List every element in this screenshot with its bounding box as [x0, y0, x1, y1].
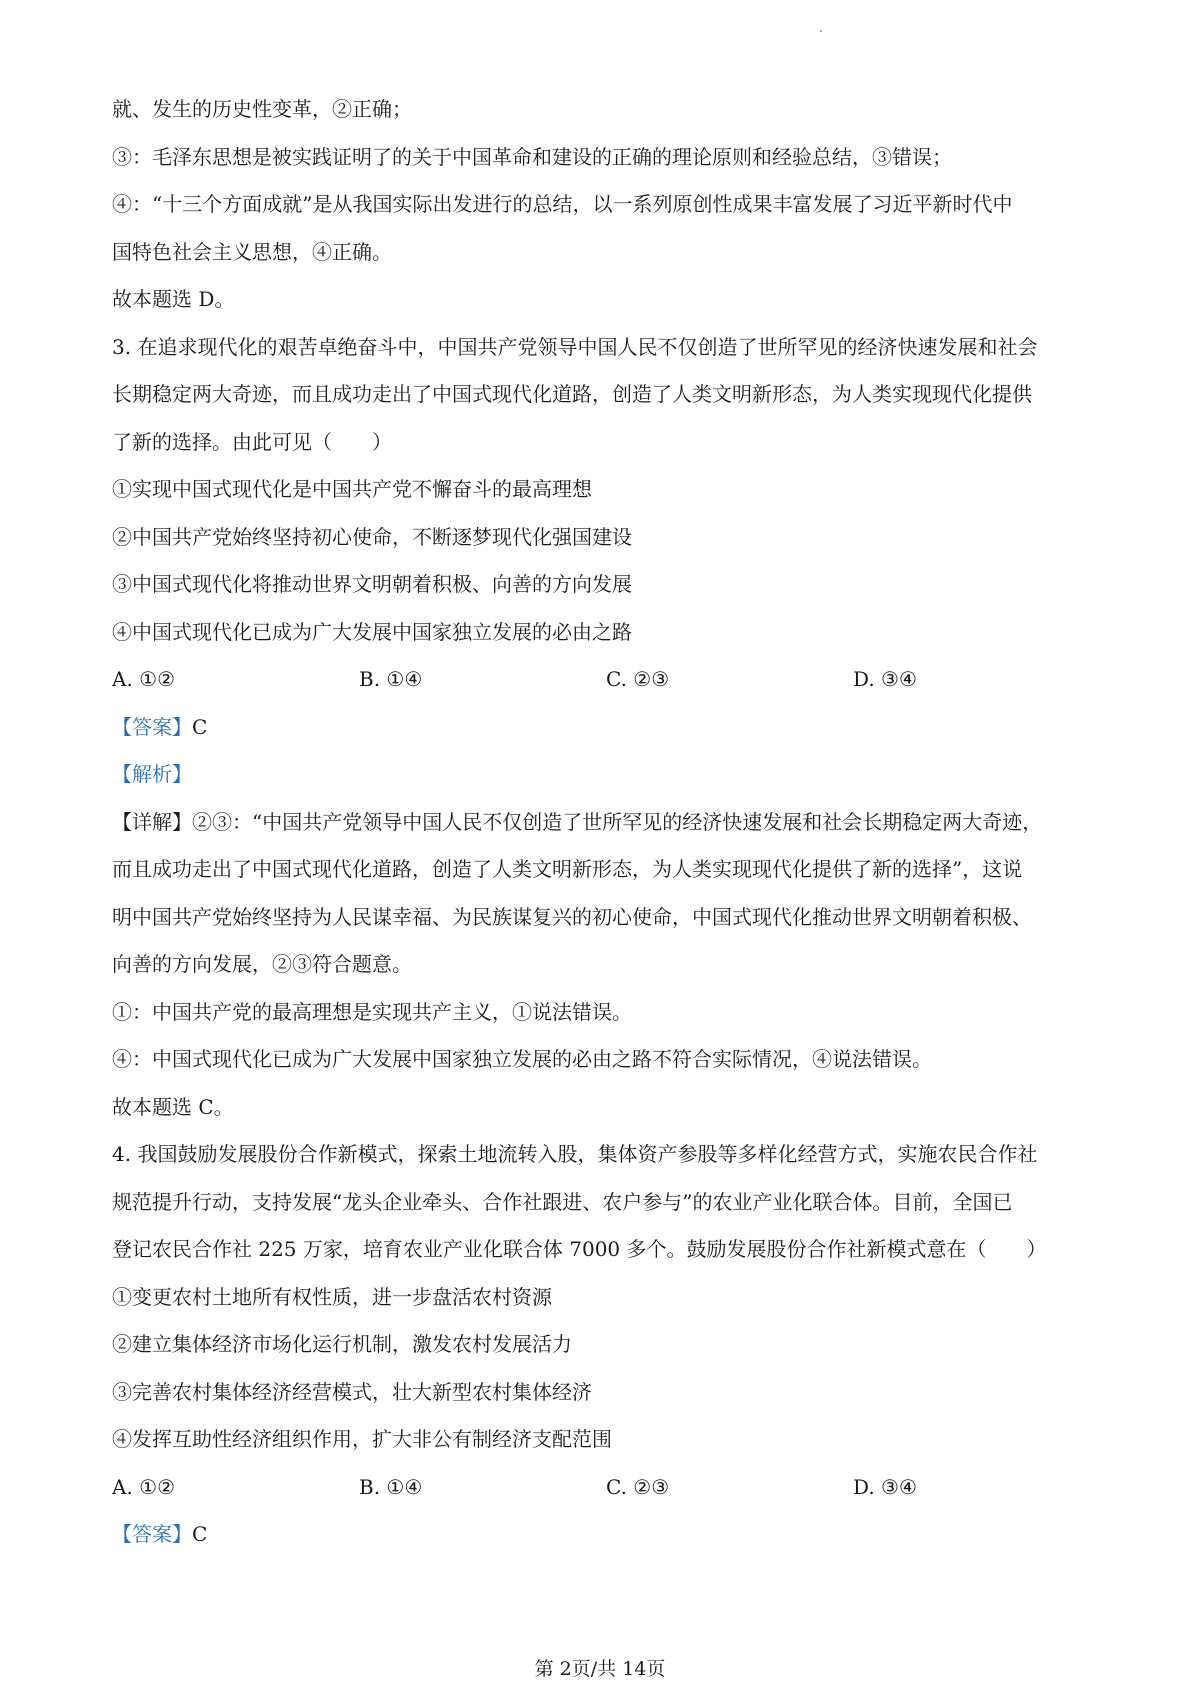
q3-options [112, 667, 1107, 691]
q3-analysis [112, 762, 1107, 786]
q4-stem-line: 登记农民合作社 225 万家，培育农业产业化联合体 7000 多个。鼓励发展股份合作社新模式意在（ ） [112, 1237, 1047, 1261]
detail-tag: 【详解】 [112, 809, 192, 834]
q4-options [112, 1475, 1107, 1499]
conclusion-line: 故本题选 D。 [112, 287, 235, 311]
page-footer: 第 2页/共 14页 [534, 1658, 666, 1680]
q4-stem-line: 4. 我国鼓励发展股份合作新模式，探索土地流转入股，集体资产参股等多样化经营方式，实施农民合作社 [112, 1142, 1038, 1166]
q4-option-c: C. ②③ [606, 1474, 670, 1499]
q3-conclusion: 故本题选 C。 [112, 1094, 234, 1119]
q3-option-a: A. ①② [112, 667, 176, 691]
answer-tag: 【答案】 [112, 714, 192, 739]
scan-dot [820, 30, 822, 32]
q4-item: ④发挥互助性经济组织作用，扩大非公有制经济支配范围 [112, 1427, 612, 1451]
page-content [112, 97, 1107, 1570]
detail-text: ②③：“中国共产党领导中国人民不仅创造了世所罕见的经济快速发展和社会长期稳定两大奇迹， [192, 809, 1043, 834]
q3-detail-line: 向善的方向发展，②③符合题意。 [112, 952, 412, 976]
text-line: 就、发生的历史性变革，②正确； [112, 97, 412, 121]
answer-tag: 【答案】 [112, 1522, 192, 1546]
q4-option-a: A. ①② [112, 1474, 176, 1499]
q4-stem-line: 规范提升行动，支持发展“龙头企业牵头、合作社跟进、农户参与”的农业产业化联合体。目前，全国已 [112, 1189, 1013, 1214]
q3-stem-line: 了新的选择。由此可见（ ） [112, 429, 392, 454]
q4-item: ②建立集体经济市场化运行机制，激发农村发展活力 [112, 1332, 572, 1356]
answer-value: C [192, 1522, 208, 1546]
q4-item: ①变更农村土地所有权性质，进一步盘活农村资源 [112, 1284, 552, 1309]
q3-detail-line [112, 810, 1107, 834]
text-line: ③：毛泽东思想是被实践证明了的关于中国革命和建设的正确的理论原则和经验总结，③错误； [112, 144, 952, 169]
q3-item: ④中国式现代化已成为广大发展中国家独立发展的必由之路 [112, 619, 632, 644]
analysis-tag: 【解析】 [112, 762, 192, 786]
q3-detail-line: 而且成功走出了中国式现代化道路，创造了人类文明新形态，为人类实现现代化提供了新的选择”，这说 [112, 857, 1023, 881]
q3-item: ③中国式现代化将推动世界文明朝着积极、向善的方向发展 [112, 572, 632, 596]
text-line: 国特色社会主义思想，④正确。 [112, 239, 392, 264]
q3-answer [112, 715, 1107, 739]
q4-answer [112, 1522, 1107, 1546]
q3-item: ②中国共产党始终坚持初心使命，不断逐梦现代化强国建设 [112, 524, 632, 549]
q3-stem-line: 长期稳定两大奇迹，而且成功走出了中国式现代化道路，创造了人类文明新形态，为人类实现现代化提供 [112, 382, 1032, 406]
q3-option-d: D. ③④ [853, 667, 917, 691]
q3-option-c: C. ②③ [606, 667, 670, 691]
q3-stem-line: 3. 在追求现代化的艰苦卓绝奋斗中，中国共产党领导中国人民不仅创造了世所罕见的经济快速发展和社会 [112, 334, 1038, 359]
q3-detail-line: ④：中国式现代化已成为广大发展中国家独立发展的必由之路不符合实际情况，④说法错误。 [112, 1047, 932, 1071]
q3-detail-line: 明中国共产党始终坚持为人民谋幸福、为民族谋复兴的初心使命，中国式现代化推动世界文明朝着积极、 [112, 904, 1032, 929]
q4-option-b: B. ①④ [359, 1474, 423, 1499]
q4-option-d: D. ③④ [853, 1474, 917, 1499]
q3-item: ①实现中国式现代化是中国共产党不懈奋斗的最高理想 [112, 477, 592, 501]
q3-option-b: B. ①④ [359, 667, 423, 691]
text-line: ④：“十三个方面成就”是从我国实际出发进行的总结，以一系列原创性成果丰富发展了习近平新时代中 [112, 192, 1013, 216]
q4-item: ③完善农村集体经济经营模式，壮大新型农村集体经济 [112, 1379, 592, 1404]
answer-value: C [192, 714, 208, 739]
q3-detail-line: ①：中国共产党的最高理想是实现共产主义，①说法错误。 [112, 999, 632, 1024]
